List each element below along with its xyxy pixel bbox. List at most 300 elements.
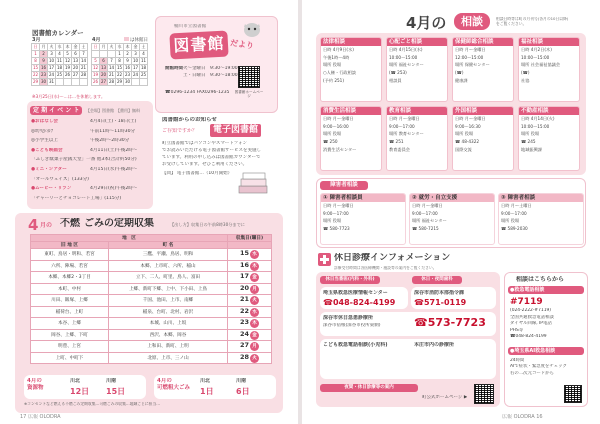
- calendar-legend: は休館日: [124, 37, 148, 44]
- disability-card: [409, 193, 495, 245]
- library-phone: ☎0296-1234 FAX0296-1235: [165, 90, 230, 95]
- day-cell: [92, 51, 100, 58]
- side-item-line: ダイヤル回線, IP電話: [510, 321, 552, 326]
- row-towns: 千国、池田、上市、南郷: [109, 295, 228, 307]
- day-cell: 29: [32, 79, 39, 84]
- page-number-left: 17 広報 OLODRA: [20, 414, 61, 420]
- disability-card-line: ☎ 580-7215: [412, 226, 439, 232]
- consult-card-line: ☎ 245: [521, 139, 536, 145]
- event-name: ●おはなし会: [31, 119, 58, 124]
- weekday-cell: 金: [133, 44, 138, 49]
- day-cell: 18: [56, 65, 63, 70]
- day-cell: 10: [132, 58, 139, 63]
- medical-cross-icon: [318, 253, 331, 266]
- notice-contact: 【問】 電子図書館…（10月開始）: [162, 171, 233, 176]
- row-weekday: 金: [250, 331, 259, 340]
- row-towns: 稲泉、台町、北村、岩沢: [109, 306, 228, 318]
- row-area: 本郷、本郷2・3丁目: [31, 272, 109, 284]
- event-name: ●ミニ・シアター: [31, 167, 67, 172]
- ai-qr-code[interactable]: [564, 385, 582, 403]
- consult-card-line: 日時 月～金曜日: [455, 47, 486, 52]
- day-cell: 3: [132, 51, 140, 58]
- day-cell: 12: [92, 65, 99, 70]
- consult-month: 4月の: [406, 14, 447, 32]
- consult-card-line: 10:00～15:00: [389, 54, 418, 60]
- library-logo-badge: 図書館: [169, 31, 228, 60]
- row-date: [228, 260, 272, 272]
- col-area: 地 区: [31, 235, 228, 242]
- day-cell: 13: [100, 65, 107, 70]
- disability-card-line: 9:00～17:00: [323, 210, 349, 216]
- event-detail: 4月4日(土)・18日(土): [90, 119, 137, 124]
- weekday-cell: 月: [101, 44, 106, 49]
- day-cell: [80, 79, 88, 86]
- table-row: [31, 329, 272, 341]
- consult-card-line: 場所 役場: [521, 131, 540, 137]
- row-date: [228, 249, 272, 261]
- disability-card-line: 9:00～17:00: [412, 210, 438, 216]
- day-cell: 27: [72, 72, 79, 77]
- consult-card: [320, 106, 382, 171]
- row-weekday: 金: [250, 273, 259, 282]
- row-towns: 本郷、上市町、六所、稲山: [109, 260, 228, 272]
- calendar-note: ※3月25日(水)～…は…を休館します。: [32, 94, 106, 99]
- day-cell: 14: [108, 65, 115, 70]
- garbage-foot-b: 川南: [106, 378, 117, 384]
- consult-card-title: 心配ごと相談: [387, 38, 447, 46]
- row-weekday: 木: [250, 319, 259, 328]
- clinic-info-4-a: こども救急電話相談(小児科): [323, 342, 388, 348]
- library-logo-sub: 桶川市立図書館: [174, 24, 207, 29]
- clinic-info-3-tel[interactable]: ☎573-7723: [414, 316, 486, 329]
- side-item-line: AIで症状・緊急度をチェック: [510, 364, 567, 369]
- day-cell: 22: [116, 72, 123, 77]
- consult-card-title: 消費生活相談: [321, 107, 381, 115]
- row-weekday: 水: [250, 250, 259, 259]
- row-weekday: 木: [250, 262, 259, 271]
- day-cell: 24: [132, 72, 139, 77]
- day-cell: 20: [100, 72, 107, 77]
- day-cell: 5: [64, 51, 72, 58]
- side-item-line: 24時間: [510, 357, 525, 363]
- day-cell: 1: [32, 51, 40, 58]
- day-cell: [100, 51, 108, 58]
- disability-card-title: ② 就労・自立支援: [410, 194, 494, 202]
- consult-card: [518, 37, 580, 102]
- row-date: [228, 352, 272, 364]
- day-cell: 23: [124, 72, 131, 77]
- table-row: [31, 283, 272, 295]
- side-item-line: 右の二次元コードから: [510, 370, 554, 376]
- consult-card-line: 午後1時～4時: [323, 54, 350, 60]
- garbage-foot-label: 4月の 可燃粗大ごみ: [157, 378, 191, 391]
- books-icon: [236, 170, 270, 198]
- weekday-cell: 火: [49, 44, 54, 49]
- row-day: 16: [239, 260, 250, 269]
- day-cell: 8: [116, 58, 124, 65]
- col-date: 収集日(曜日): [228, 235, 272, 242]
- clinic-info-3-detail: 深谷市宿根(深谷市役所東側): [323, 323, 381, 328]
- row-day: 23: [239, 318, 250, 327]
- day-cell: 7: [80, 51, 88, 58]
- consult-card-line: 国際交流: [455, 146, 472, 152]
- event-detail: 4月29日(祝)午後2時～: [90, 186, 138, 192]
- consult-card-line: 日時 4月14日(火): [521, 116, 555, 121]
- consult-card-line: 日時 4月15日(水): [389, 47, 423, 52]
- weekday-cell: 木: [125, 44, 130, 49]
- row-weekday: 火: [250, 354, 259, 363]
- weekday-cell: 日: [93, 44, 98, 49]
- left-page: [0, 0, 298, 424]
- garbage-footnote: ※コンセントなど燃える不燃ごみ定期収集…可燃ごみの収集…地域ごとに担当…: [24, 402, 161, 406]
- day-cell: 6: [72, 51, 80, 58]
- event-detail: 午前11時～11時30分: [90, 128, 136, 134]
- event-detail: 4月11日(土)午後2時～: [90, 147, 138, 153]
- consult-card: [452, 37, 514, 102]
- day-cell: [56, 79, 64, 86]
- consult-card-line: 場所 役場: [323, 131, 342, 137]
- consult-card: [386, 37, 448, 102]
- table-row: [31, 249, 272, 261]
- consult-card-title: 保健師総合相談: [453, 38, 513, 46]
- day-cell: 15: [32, 65, 39, 70]
- clinic-info-2-name: 深谷市消防本部指令課: [414, 290, 465, 296]
- row-date: [228, 272, 272, 284]
- day-cell: 23: [40, 72, 47, 77]
- notice-heading: 電子図書館: [210, 124, 261, 137]
- consult-card-line: 地域振興課: [521, 146, 542, 152]
- clinic-info-4-b: 本庄市内の診療所: [414, 342, 455, 348]
- garbage-foot-a: 川北: [200, 378, 211, 384]
- consult-card-title: 外国相談: [453, 107, 513, 115]
- consult-card: [518, 106, 580, 171]
- row-area: 六所、陣場、若宮: [31, 260, 109, 272]
- clinic-badge-2: 休日・夜間歯科: [412, 276, 462, 284]
- consult-card-line: (☎): [521, 70, 530, 76]
- weekday-cell: 水: [117, 44, 122, 49]
- day-cell: 14: [80, 58, 87, 63]
- disability-card: [320, 193, 406, 245]
- row-day: 28: [239, 352, 250, 361]
- consult-card-line: 場所 役場: [323, 62, 342, 68]
- day-cell: 2: [40, 51, 48, 58]
- row-towns: 西沢、本郷、岡谷: [109, 329, 228, 341]
- notice-sub: ご存知ですか？: [162, 128, 198, 134]
- day-cell: 13: [72, 58, 79, 63]
- notice-title: 図書館からのお知らせ: [162, 117, 217, 123]
- table-row: [31, 306, 272, 318]
- calendar-april-label: 4月: [92, 37, 101, 43]
- consult-card-line: 健康課: [455, 77, 468, 83]
- day-cell: 21: [80, 65, 87, 70]
- table-row: [31, 352, 272, 364]
- weekday-cell: 月: [41, 44, 46, 49]
- row-day: 20: [239, 283, 250, 292]
- row-date: [228, 318, 272, 330]
- garbage-sub: 【出し方】収集日の午前8時30分までに: [170, 222, 245, 227]
- consult-card-line: 日時 月～金曜日: [323, 116, 354, 121]
- side-item-heading: ●救急電話相談: [508, 286, 584, 294]
- clinic-qr-code[interactable]: [474, 384, 494, 404]
- clinic-info-1-name: 埼玉県救急医療情報センター: [323, 290, 388, 296]
- consult-card-line: 場所 社会福祉協議会: [521, 62, 561, 68]
- disability-title: 障害者相談: [320, 181, 368, 190]
- day-cell: 26: [64, 72, 71, 77]
- side-item-line: (024-2222-#7119): [510, 308, 552, 313]
- garbage-foot-a: 川北: [70, 378, 81, 384]
- row-area: 東町、鳥居・明和、若宮: [31, 249, 109, 261]
- right-page: [302, 0, 600, 424]
- consult-card-title: 福祉相談: [519, 38, 579, 46]
- day-cell: 1: [116, 51, 124, 58]
- disability-card-line: 場所 役場: [501, 218, 520, 224]
- day-cell: 19: [92, 72, 99, 77]
- row-towns: 立下、二人、町里、鳥人、富田: [109, 272, 228, 284]
- day-cell: 16: [124, 65, 131, 70]
- day-cell: 2: [124, 51, 132, 58]
- consult-card-line: 9:00～16:30: [455, 123, 481, 129]
- row-weekday: 月: [250, 342, 259, 351]
- garbage-foot-d: 15日: [106, 387, 126, 396]
- consult-card-line: 社協: [521, 77, 530, 83]
- calendar-title: 図書館カレンダー: [32, 29, 84, 37]
- day-cell: 11: [56, 58, 63, 63]
- row-area: 岡谷、上郷、下町: [31, 329, 109, 341]
- day-cell: 26: [92, 79, 99, 84]
- row-area: 川田、飯塚、上郷: [31, 295, 109, 307]
- day-cell: 22: [32, 72, 39, 77]
- row-towns: 北原、上市、三ノ山: [109, 352, 228, 364]
- consult-card-line: 日時 月～金曜日: [389, 116, 420, 121]
- consult-card-line: 場所 役場: [455, 131, 474, 137]
- consult-card-line: 10:00～15:00: [521, 54, 550, 60]
- event-name: 「オールウェイズ」(133分): [31, 176, 89, 182]
- garbage-foot-c: 1日: [200, 387, 214, 396]
- consult-card-line: 10:00～15:00: [521, 123, 550, 129]
- events-title: 定 期 イ ベ ン ト: [30, 106, 82, 115]
- consult-card-line: 日時 月～金曜日: [455, 116, 486, 121]
- consult-card-line: 場所 教育センター: [389, 131, 424, 137]
- event-name: 「ふしぎ駄菓子屋銭天堂」一番 他3本(合計約50分): [31, 157, 137, 163]
- page-number-right: 広報 OLODRA 16: [502, 414, 543, 420]
- row-day: 22: [239, 306, 250, 315]
- row-area: 上町、中町下: [31, 352, 109, 364]
- consult-card-line: ○人権・行政相談: [323, 70, 356, 76]
- hours-weekday: 火～金曜日 9:30～19:00: [183, 66, 238, 71]
- disability-card-line: 9:00～17:00: [501, 210, 527, 216]
- row-date: [228, 341, 272, 353]
- row-area: 本町、中村: [31, 283, 109, 295]
- event-name: ●ムービー・リラン: [31, 186, 72, 192]
- consult-note: 相談日時等は町の月刊号(各月の10日以降)をご覧ください。: [496, 17, 569, 26]
- disability-card-line: 日時 月～金曜日: [323, 203, 354, 208]
- consult-card: [386, 106, 448, 171]
- disability-card-title: ③ 障害者相談: [499, 194, 583, 202]
- consult-card-line: ☎ 250: [323, 139, 338, 145]
- qr-caption: 図書館ホームページ: [234, 90, 264, 99]
- day-cell: 4: [140, 51, 148, 58]
- clinic-footer-note: 町公式ホームページ ▶: [422, 395, 468, 400]
- weekday-cell: 水: [57, 44, 62, 49]
- table-row: [31, 260, 272, 272]
- disability-card-line: 日時 月～金曜日: [412, 203, 443, 208]
- day-cell: 6: [100, 58, 108, 65]
- day-cell: 9: [40, 58, 48, 65]
- day-cell: 20: [72, 65, 79, 70]
- clinic-footer-badge: 夜間・休日診療等の案内: [320, 384, 418, 392]
- clinic-info-1-tel[interactable]: ☎048-824-4199: [323, 298, 396, 307]
- table-row: [31, 341, 272, 353]
- day-cell: 25: [140, 72, 147, 77]
- disability-card-line: 日時 月～土曜日: [501, 203, 532, 208]
- consult-card-line: 教育委員会: [389, 146, 410, 152]
- side-item-line: ☎048-824-4199: [510, 334, 547, 339]
- consult-card: [320, 37, 382, 102]
- day-cell: 18: [140, 65, 147, 70]
- event-name: 「チャーリーとチョコレート工場」(115分): [31, 195, 122, 201]
- consult-card-line: 相談員: [389, 77, 402, 83]
- consult-card-line: 日時 4月2日(木): [521, 47, 552, 52]
- consult-card-line: 日時 4月9日(水): [323, 47, 354, 52]
- disability-card-line: 場所 役場: [323, 218, 342, 224]
- row-area: 明豊、上宮: [31, 341, 109, 353]
- day-cell: 29: [116, 79, 123, 84]
- consult-card-line: 消費生活センター: [323, 146, 357, 152]
- row-day: 15: [239, 249, 250, 258]
- consult-card-line: 場所 福祉センター: [389, 62, 424, 68]
- day-cell: 27: [100, 79, 107, 84]
- weekday-cell: 木: [65, 44, 70, 49]
- consult-card-title: 法律相談: [321, 38, 381, 46]
- event-name: ◎小学生以上: [31, 138, 58, 144]
- row-day: 24: [239, 329, 250, 338]
- weekday-cell: 土: [141, 44, 146, 49]
- event-name: ◎幼児向け: [31, 128, 54, 134]
- day-cell: 19: [64, 65, 71, 70]
- row-weekday: 火: [250, 296, 259, 305]
- row-towns: 上郷、新町下郷、上中、下小田、上鳥: [109, 283, 228, 295]
- library-logo-tail: だより: [229, 38, 255, 51]
- calendar-april: [91, 43, 148, 86]
- day-cell: 28: [80, 72, 87, 77]
- hours-label: 開館時間: [165, 66, 183, 71]
- events-sub: 【会場】図書館 【費用】無料: [86, 108, 140, 113]
- day-cell: 30: [124, 79, 131, 84]
- day-cell: 17: [48, 65, 55, 70]
- events-panel: [27, 101, 153, 209]
- row-area: 本谷、上郷: [31, 318, 109, 330]
- consult-card-line: ☎ 251: [389, 139, 404, 145]
- clinic-info-3-name: 深谷市休日急患診療所: [323, 315, 374, 321]
- col-town: 町 名: [109, 242, 228, 249]
- clinic-info-2-tel[interactable]: ☎571-0119: [414, 298, 467, 307]
- row-date: [228, 329, 272, 341]
- row-day: 21: [239, 295, 250, 304]
- garbage-title-b: ごみの定期収集: [84, 218, 154, 229]
- day-cell: 17: [132, 65, 139, 70]
- consult-card-line: 9:00～16:00: [323, 123, 349, 129]
- row-towns: 本城、山川、上坂: [109, 318, 228, 330]
- garbage-title-a: 不燃: [60, 218, 80, 229]
- hours-weekend: 土・日曜日 9:30～18:00: [183, 73, 238, 78]
- row-weekday: 月: [250, 285, 259, 294]
- consult-card-title: 不動産相談: [519, 107, 579, 115]
- day-cell: 12: [64, 58, 71, 63]
- day-cell: 31: [48, 79, 55, 84]
- consult-card-line: (☎ 253): [389, 70, 407, 76]
- notice-line: 町立図書館ではパソコンやスマートフォン: [162, 141, 247, 146]
- row-day: 27: [239, 341, 250, 350]
- day-cell: 3: [48, 51, 56, 58]
- event-detail: 4月15日(水)午後2時～: [90, 167, 138, 172]
- day-cell: 4: [56, 51, 64, 58]
- day-cell: 16: [40, 65, 47, 70]
- consult-card-line: 12:00～15:00: [455, 54, 484, 60]
- day-cell: [140, 79, 148, 86]
- clinic-title: 休日診療インフォメーション: [334, 253, 451, 263]
- table-row: [31, 272, 272, 284]
- day-cell: [108, 51, 116, 58]
- garbage-foot-b: 川南: [236, 378, 247, 384]
- table-row: [31, 318, 272, 330]
- garbage-table: [30, 234, 272, 364]
- day-cell: 10: [48, 58, 55, 63]
- garbage-month-unit: 月の: [40, 222, 53, 229]
- day-cell: 5: [92, 58, 100, 65]
- consult-card: [452, 106, 514, 171]
- consult-card-line: ☎ 48-4322: [455, 139, 480, 145]
- day-cell: 25: [56, 72, 63, 77]
- day-cell: [64, 79, 72, 86]
- row-date: [228, 295, 272, 307]
- clinic-badge-1: 休日当番医(内科・外科): [320, 276, 380, 284]
- garbage-month: 4: [28, 216, 39, 234]
- consult-card-line: (予約 251): [323, 77, 344, 83]
- day-cell: 7: [108, 58, 116, 65]
- mascot-icon: [242, 20, 262, 38]
- consult-card-line: (☎): [455, 70, 464, 76]
- day-cell: 21: [108, 72, 115, 77]
- row-towns: 三鷹、平瀬、鳥居、明和: [109, 249, 228, 261]
- day-cell: 24: [48, 72, 55, 77]
- weekday-cell: 金: [73, 44, 78, 49]
- library-qr-code[interactable]: [238, 66, 260, 88]
- side-item-line: #7119: [510, 297, 543, 307]
- notice-line: お受けしています。ぜひご利用ください。: [162, 162, 248, 167]
- day-cell: 28: [108, 79, 115, 84]
- garbage-foot-c: 12日: [70, 387, 90, 396]
- disability-card: [498, 193, 584, 245]
- garbage-foot-label: 4月の 資源物: [27, 378, 44, 391]
- consult-title-badge: 相談: [454, 13, 490, 30]
- weekday-cell: 土: [81, 44, 86, 49]
- side-item-heading: ●埼玉県AI救急相談: [508, 347, 584, 355]
- calendar-march-label: 3月: [32, 37, 41, 43]
- side-item-line: 全国共通救急電話相談: [510, 314, 554, 320]
- notice-line: ています。利用の申し込みは図書館カウンターで: [162, 155, 261, 160]
- notice-line: でお読みいただける電子図書館サービスを実施し: [162, 148, 261, 153]
- clinic-sub: 診療受付時間は各医療機関・施設等の案内をご覧ください。: [334, 266, 437, 270]
- event-name: ●こども映画会: [31, 147, 63, 153]
- day-cell: 15: [116, 65, 123, 70]
- table-row: [31, 295, 272, 307]
- weekday-cell: 日: [33, 44, 38, 49]
- day-cell: 9: [124, 58, 132, 65]
- day-cell: 11: [140, 58, 147, 63]
- row-date: [228, 283, 272, 295]
- consult-card-title: 教育相談: [387, 107, 447, 115]
- consult-card-line: 場所 保健センター: [455, 62, 490, 68]
